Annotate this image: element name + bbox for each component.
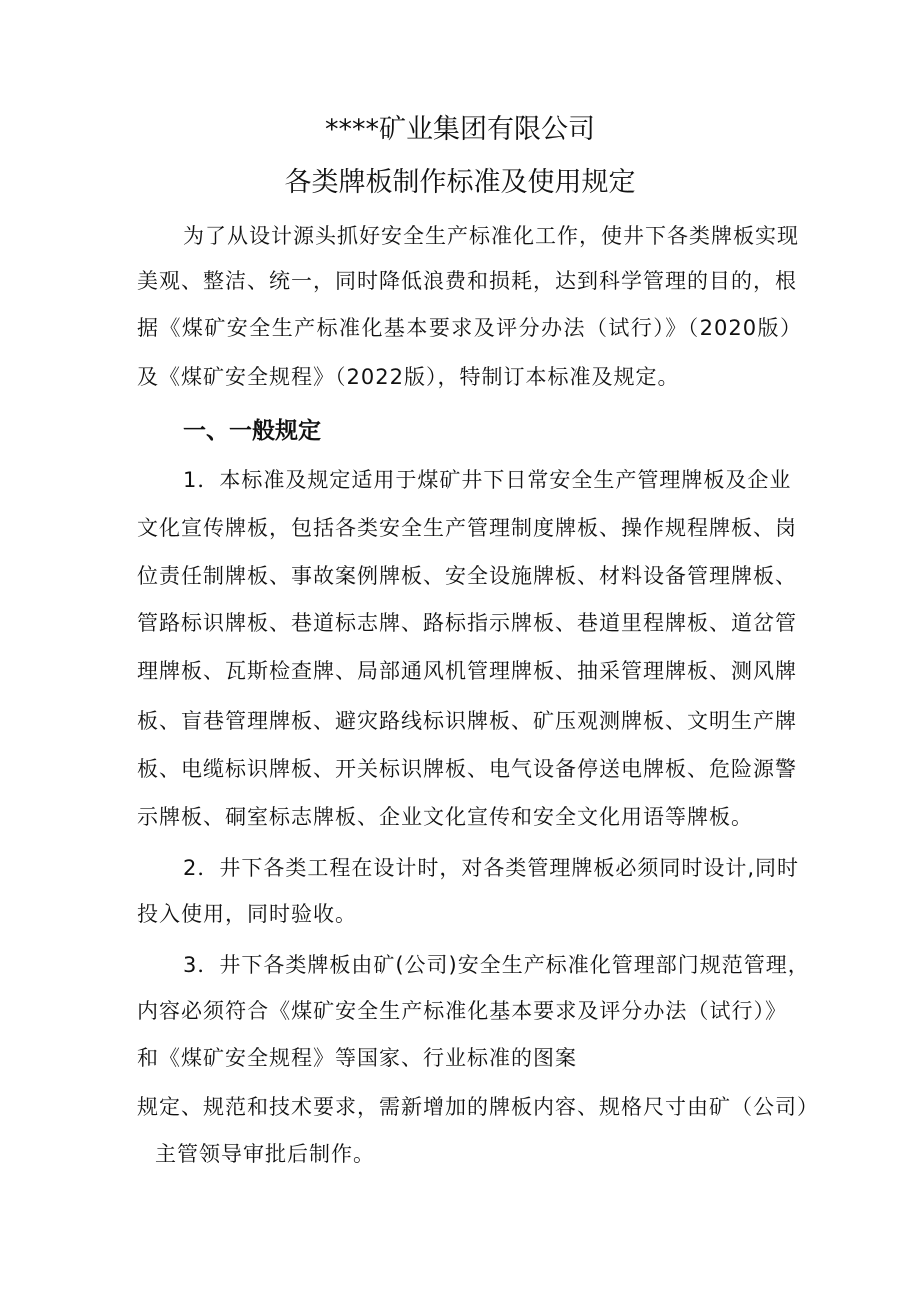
item1-line: 理牌板、瓦斯检查牌、局部通风机管理牌板、抽采管理牌板、测风牌 <box>137 659 797 683</box>
item2-line: 投入使用，同时验收。 <box>137 902 357 926</box>
intro-line: 美观、整洁、统一，同时降低浪费和损耗，达到科学管理的目的，根 <box>137 269 797 293</box>
item1-line: 文化宣传牌板，包括各类安全生产管理制度牌板、操作规程牌板、岗 <box>137 516 797 540</box>
item1-line: 板、盲巷管理牌板、避灾路线标识牌板、矿压观测牌板、文明生产牌 <box>137 709 797 733</box>
item3-line: 3．井下各类牌板由矿(公司)安全生产标准化管理部门规范管理， <box>183 953 810 977</box>
item3-line: 内容必须符合《煤矿安全生产标准化基本要求及评分办法（试行）》 <box>137 999 787 1023</box>
item1-line: 示牌板、硐室标志牌板、企业文化宣传和安全文化用语等牌板。 <box>137 805 753 829</box>
section-heading: 一、一般规定 <box>183 418 321 444</box>
intro-line: 据《煤矿安全生产标准化基本要求及评分办法（试行）》（2020版） <box>137 316 802 340</box>
document-title-line2: 各类牌板制作标准及使用规定 <box>284 167 636 198</box>
intro-line: 及《煤矿安全规程》（2022版），特制订本标准及规定。 <box>137 365 680 389</box>
document-title-line1: ****矿业集团有限公司 <box>325 114 595 145</box>
item3-line: 主管领导审批后制作。 <box>155 1142 375 1166</box>
item1-line: 1．本标准及规定适用于煤矿井下日常安全生产管理牌板及企业 <box>183 468 792 492</box>
item1-line: 板、电缆标识牌板、开关标识牌板、电气设备停送电牌板、危险源警 <box>137 757 797 781</box>
item1-line: 位责任制牌板、事故案例牌板、安全设施牌板、材料设备管理牌板、 <box>137 564 797 588</box>
item1-line: 管路标识牌板、巷道标志牌、路标指示牌板、巷道里程牌板、道岔管 <box>137 611 797 635</box>
intro-line: 为了从设计源头抓好安全生产标准化工作，使井下各类牌板实现 <box>183 224 799 248</box>
item3-line: 规定、规范和技术要求，需新增加的牌板内容、规格尺寸由矿（公司） <box>137 1095 819 1119</box>
item2-line: 2．井下各类工程在设计时，对各类管理牌板必须同时设计,同时 <box>183 856 800 880</box>
item3-line: 和《煤矿安全规程》等国家、行业标准的图案 <box>137 1046 577 1070</box>
